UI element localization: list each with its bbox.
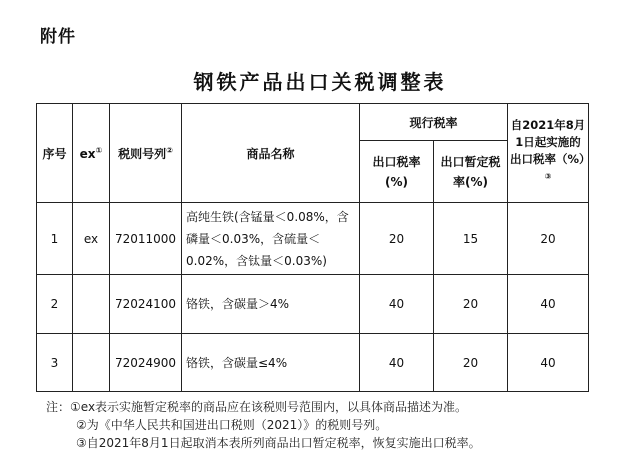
header-product-name: 商品名称 xyxy=(182,104,360,203)
header-new-rate: 自2021年8月1日起实施的出口税率（%）③ xyxy=(508,104,589,203)
cell-new-rate: 40 xyxy=(508,334,589,392)
note-mark-3: ③ xyxy=(544,172,552,182)
table-row xyxy=(37,334,589,392)
cell-ex: ex xyxy=(73,203,110,275)
cell-seq: 1 xyxy=(37,203,73,275)
footnote-2: ②为《中华人民共和国进出口税则（2021）》的税则号列。 xyxy=(76,418,388,432)
cell-temp-rate: 20 xyxy=(434,275,508,334)
header-current-rate: 现行税率 xyxy=(360,104,508,141)
cell-new-rate: 40 xyxy=(508,275,589,334)
header-export-temp-rate: 出口暂定税率(%) xyxy=(434,141,508,203)
header-seq: 序号 xyxy=(37,104,73,203)
cell-temp-rate: 20 xyxy=(434,334,508,392)
cell-export-rate: 20 xyxy=(360,203,434,275)
footnote-1: 注：①ex表示实施暂定税率的商品应在该税则号范围内，以具体商品描述为准。 xyxy=(46,400,468,414)
cell-temp-rate: 15 xyxy=(434,203,508,275)
footnote-3: ③自2021年8月1日起取消本表所列商品出口暂定税率，恢复实施出口税率。 xyxy=(76,436,481,450)
cell-ex xyxy=(73,275,110,334)
table-row xyxy=(37,275,589,334)
cell-product-name: 高纯生铁(含锰量＜0.08%，含磷量＜0.03%，含硫量＜0.02%，含钛量＜0.03%) xyxy=(182,203,360,275)
cell-code: 72024100 xyxy=(110,275,182,334)
header-ex: ex① xyxy=(73,104,110,203)
cell-code: 72024900 xyxy=(110,334,182,392)
header-tariff-code: 税则号列② xyxy=(110,104,182,203)
note-mark-1: ① xyxy=(95,145,103,155)
cell-seq: 3 xyxy=(37,334,73,392)
cell-export-rate: 40 xyxy=(360,275,434,334)
attachment-label: 附件 xyxy=(40,27,76,47)
cell-code: 72011000 xyxy=(110,203,182,275)
cell-product-name: 铬铁，含碳量≤4% xyxy=(182,334,360,392)
cell-ex xyxy=(73,334,110,392)
note-mark-2: ② xyxy=(166,145,173,155)
cell-product-name: 铬铁，含碳量＞4% xyxy=(182,275,360,334)
cell-new-rate: 20 xyxy=(508,203,589,275)
tariff-table xyxy=(36,103,589,392)
page-title: 钢铁产品出口关税调整表 xyxy=(193,70,447,94)
footnotes xyxy=(46,398,481,452)
table-row xyxy=(37,203,589,275)
cell-seq: 2 xyxy=(37,275,73,334)
cell-export-rate: 40 xyxy=(360,334,434,392)
header-export-rate: 出口税率(%) xyxy=(360,141,434,203)
